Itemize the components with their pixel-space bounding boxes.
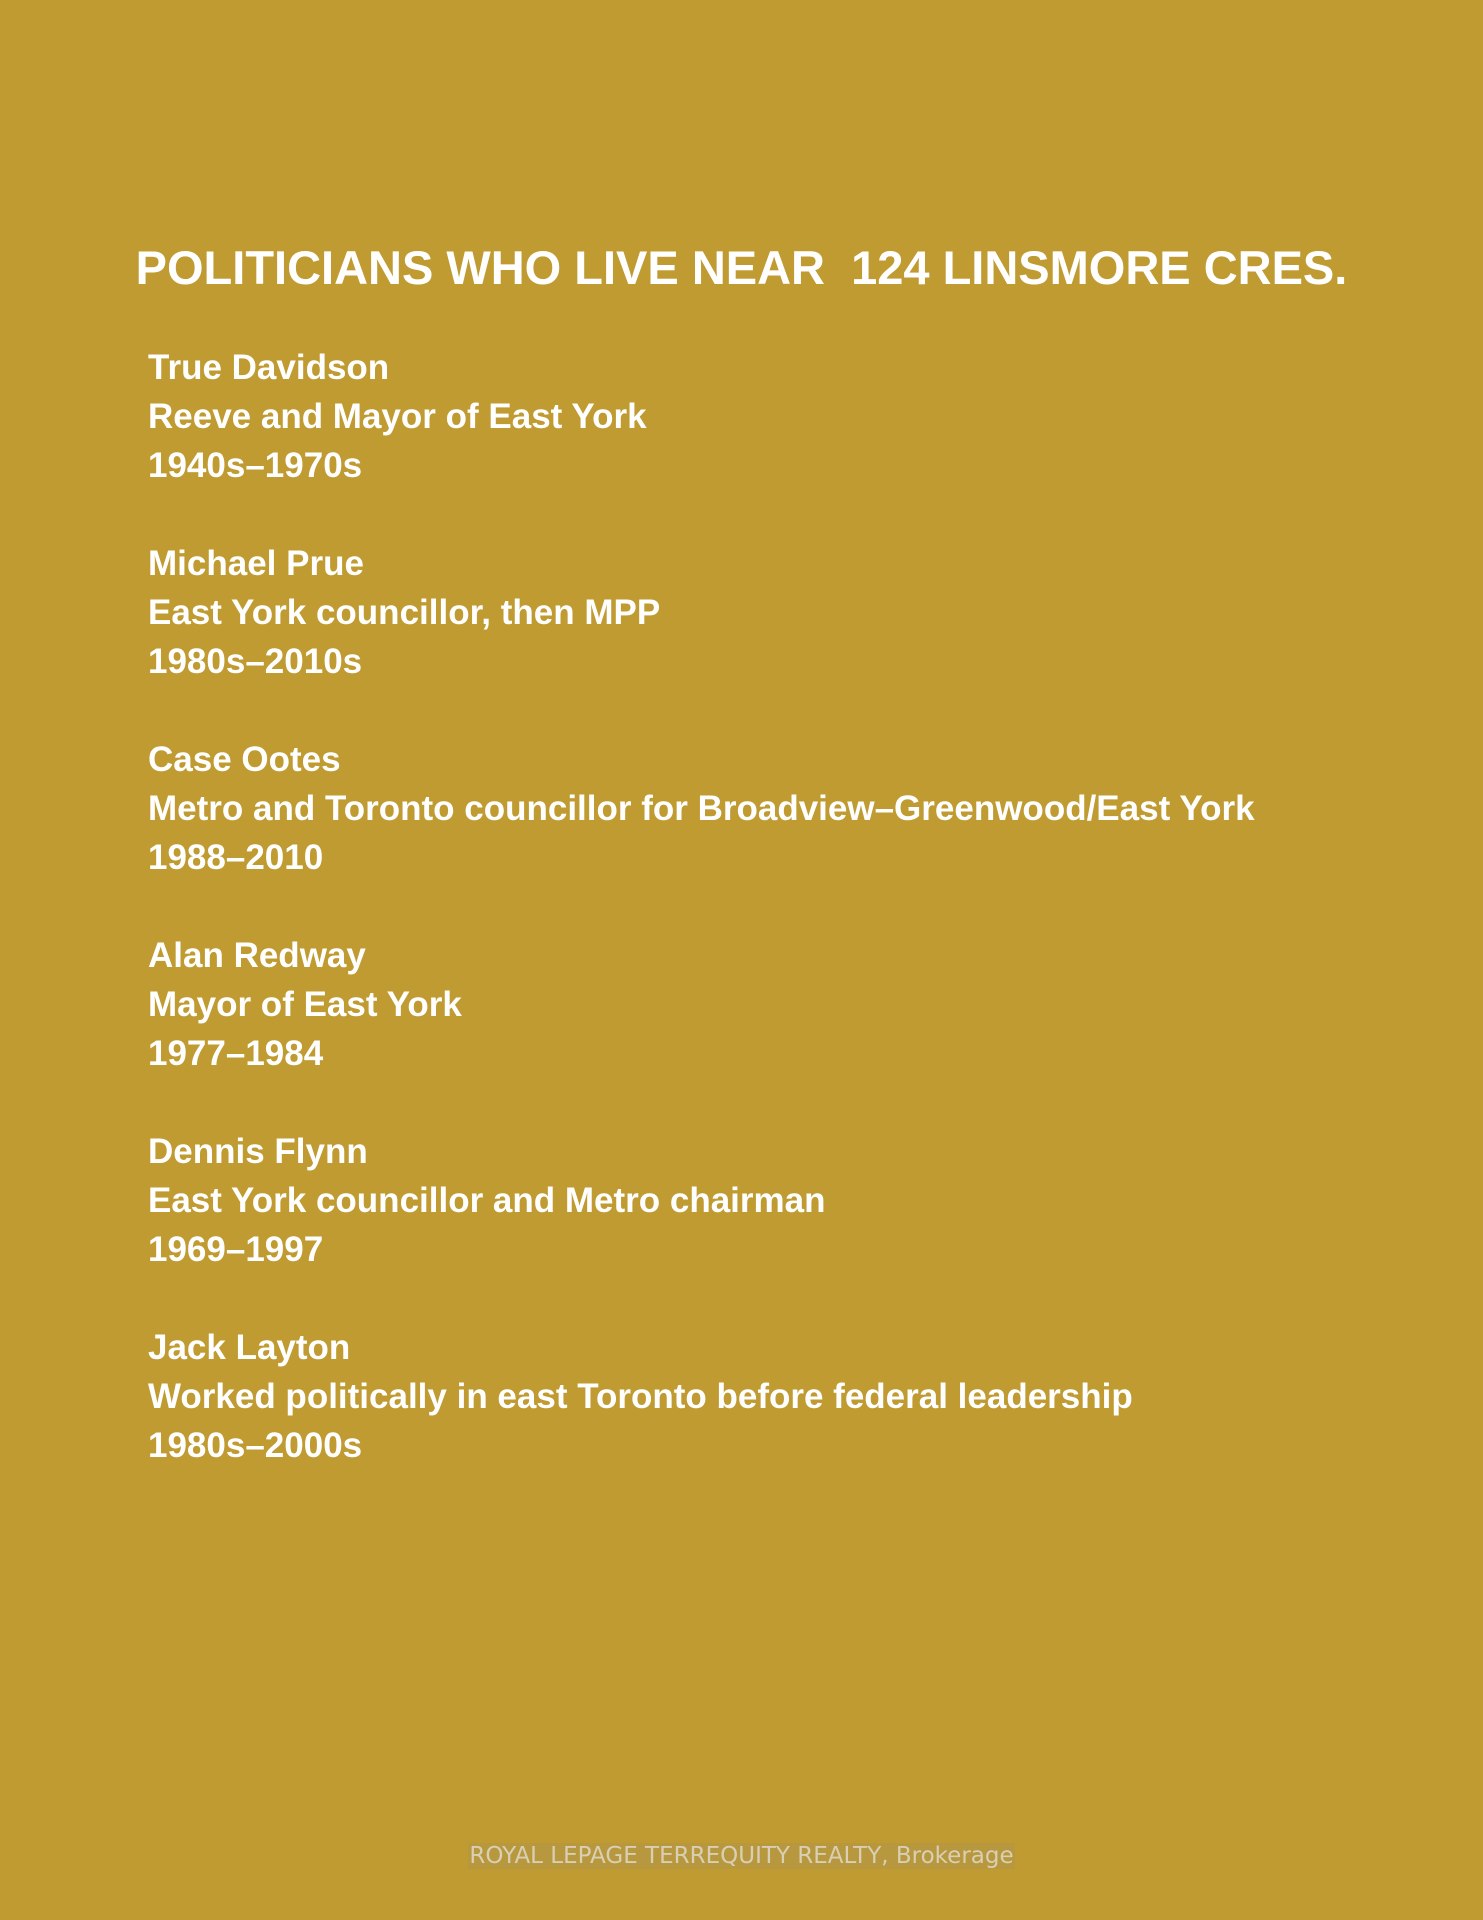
politician-entry-jack-layton	[148, 1323, 1448, 1470]
politician-entry-dennis-flynn	[148, 1127, 1448, 1274]
politician-role: Worked politically in east Toronto before federal leadership	[148, 1377, 1133, 1416]
politician-role: East York councillor, then MPP	[148, 593, 661, 632]
politician-role: East York councillor and Metro chairman	[148, 1181, 826, 1220]
politician-entry-michael-prue	[148, 539, 1448, 686]
politician-entry-case-ootes	[148, 735, 1448, 882]
page-title: POLITICIANS WHO LIVE NEAR 124 LINSMORE CRES.	[135, 241, 1348, 294]
politician-years: 1980s–2000s	[148, 1426, 363, 1465]
politician-role: Mayor of East York	[148, 985, 462, 1024]
politician-role: Reeve and Mayor of East York	[148, 397, 647, 436]
politician-name: Dennis Flynn	[148, 1132, 368, 1171]
footer	[0, 1840, 1483, 1872]
politician-entry-alan-redway	[148, 931, 1448, 1078]
politician-years: 1940s–1970s	[148, 446, 363, 485]
politician-name: Jack Layton	[148, 1328, 351, 1367]
politician-years: 1980s–2010s	[148, 642, 363, 681]
politician-name: Case Ootes	[148, 740, 341, 779]
politician-name: Michael Prue	[148, 544, 364, 583]
brokerage-footer-text: ROYAL LEPAGE TERREQUITY REALTY, Brokerage	[469, 1843, 1014, 1869]
politician-entry-true-davidson	[148, 343, 1448, 490]
politician-role: Metro and Toronto councillor for Broadview–Greenwood/East York	[148, 789, 1255, 828]
politician-list	[148, 343, 1448, 1519]
politician-years: 1988–2010	[148, 838, 324, 877]
politician-years: 1969–1997	[148, 1230, 324, 1269]
politician-years: 1977–1984	[148, 1034, 324, 1073]
politician-name: True Davidson	[148, 348, 390, 387]
politician-name: Alan Redway	[148, 936, 366, 975]
